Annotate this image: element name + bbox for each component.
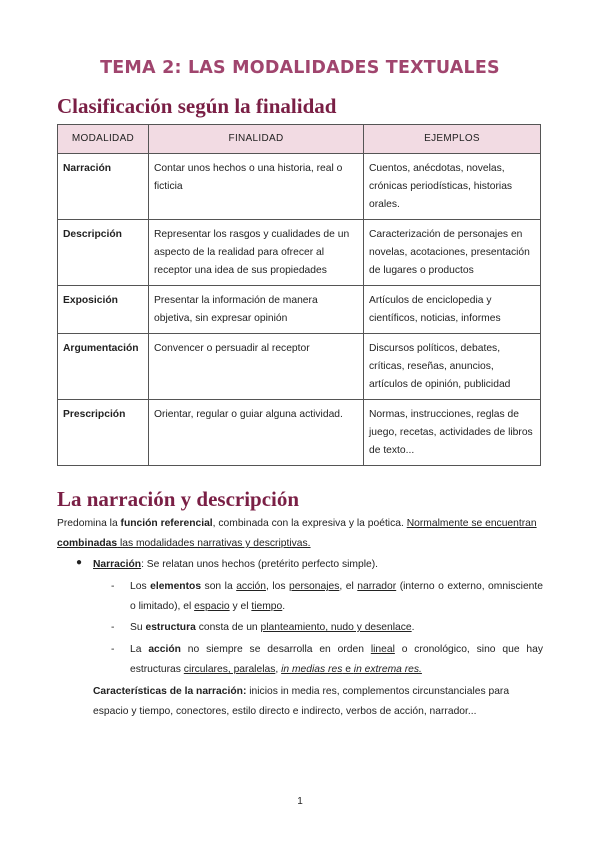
table-row xyxy=(58,220,541,286)
cell-finalidad: Contar unos hechos o una historia, real o ficticia xyxy=(149,154,364,220)
intro-bold: función referencial xyxy=(120,518,213,529)
sub-estructura: Su estructura consta de un planteamiento, nudo y desenlace. xyxy=(130,622,415,633)
intro-underline: Normalmente se encuentran xyxy=(406,518,537,529)
intro-text: Predomina la xyxy=(57,518,121,529)
bullet-narracion xyxy=(93,555,543,575)
page-number: 1 xyxy=(297,796,303,807)
cell-modalidad: Prescripción xyxy=(58,400,149,466)
cell-modalidad: Exposición xyxy=(58,286,149,334)
cell-finalidad: Orientar, regular o guiar alguna actividad. xyxy=(149,400,364,466)
table-header-row xyxy=(58,125,541,154)
section-heading-clasificacion: Clasificación según la finalidad xyxy=(57,94,337,118)
header-modalidad: MODALIDAD xyxy=(58,125,149,154)
caracteristicas-paragraph xyxy=(93,682,543,722)
intro-paragraph xyxy=(57,514,543,554)
cell-ejemplos: Normas, instrucciones, reglas de juego, recetas, actividades de libros de texto... xyxy=(364,400,541,466)
cell-ejemplos: Cuentos, anécdotas, novelas, crónicas periodísticas, historias orales. xyxy=(364,154,541,220)
section-heading-narracion: La narración y descripción xyxy=(57,487,300,511)
dash-icon: - xyxy=(111,644,115,655)
table-row xyxy=(58,286,541,334)
dash-icon: - xyxy=(111,581,115,592)
cell-modalidad: Argumentación xyxy=(58,334,149,400)
cell-finalidad: Presentar la información de manera objetiva, sin expresar opinión xyxy=(149,286,364,334)
cell-finalidad: Convencer o persuadir al receptor xyxy=(149,334,364,400)
bullet-text: : Se relatan unos hechos (pretérito perfecto simple). xyxy=(141,559,379,570)
table-row xyxy=(58,334,541,400)
cell-ejemplos: Discursos políticos, debates, críticas, reseñas, anuncios, artículos de opinión, publicidad xyxy=(364,334,541,400)
intro-bold-underline: combinadas xyxy=(57,538,118,549)
cell-ejemplos: Artículos de enciclopedia y científicos, noticias, informes xyxy=(364,286,541,334)
cell-modalidad: Descripción xyxy=(58,220,149,286)
dash-icon: - xyxy=(111,622,115,633)
sub-accion: La acción no siempre se desarrolla en orden lineal o cronológico, sino que hay estructuras circulares, paralelas, in medias res e in extrema res. xyxy=(130,644,543,675)
cell-modalidad: Narración xyxy=(58,154,149,220)
cell-finalidad: Representar los rasgos y cualidades de un aspecto de la realidad para ofrecer al receptor una idea de sus propiedades xyxy=(149,220,364,286)
bullet-icon: ● xyxy=(76,557,83,568)
intro-text: , combinada con la expresiva y la poética. xyxy=(212,518,407,529)
caract-label: Características de la narración: xyxy=(93,686,247,697)
intro-underline: las modalidades narrativas y descriptivas. xyxy=(117,538,311,549)
table-row xyxy=(58,154,541,220)
table-row xyxy=(58,400,541,466)
modalidades-table xyxy=(57,124,541,466)
bullet-term: Narración xyxy=(93,559,142,570)
cell-ejemplos: Caracterización de personajes en novelas, acotaciones, presentación de lugares o productos xyxy=(364,220,541,286)
page-title: TEMA 2: LAS MODALIDADES TEXTUALES xyxy=(100,58,500,78)
sub-elementos: Los elementos son la acción, los personajes, el narrador (interno o externo, omnisciente o limitado), el espacio y el tiempo. xyxy=(130,581,543,612)
header-ejemplos: EJEMPLOS xyxy=(364,125,541,154)
caract-text: inicios in media res, complementos circunstanciales para espacio y tiempo, conectores, estilo directo e indirecto, verbos de acción, narrador... xyxy=(93,686,510,717)
header-finalidad: FINALIDAD xyxy=(149,125,364,154)
